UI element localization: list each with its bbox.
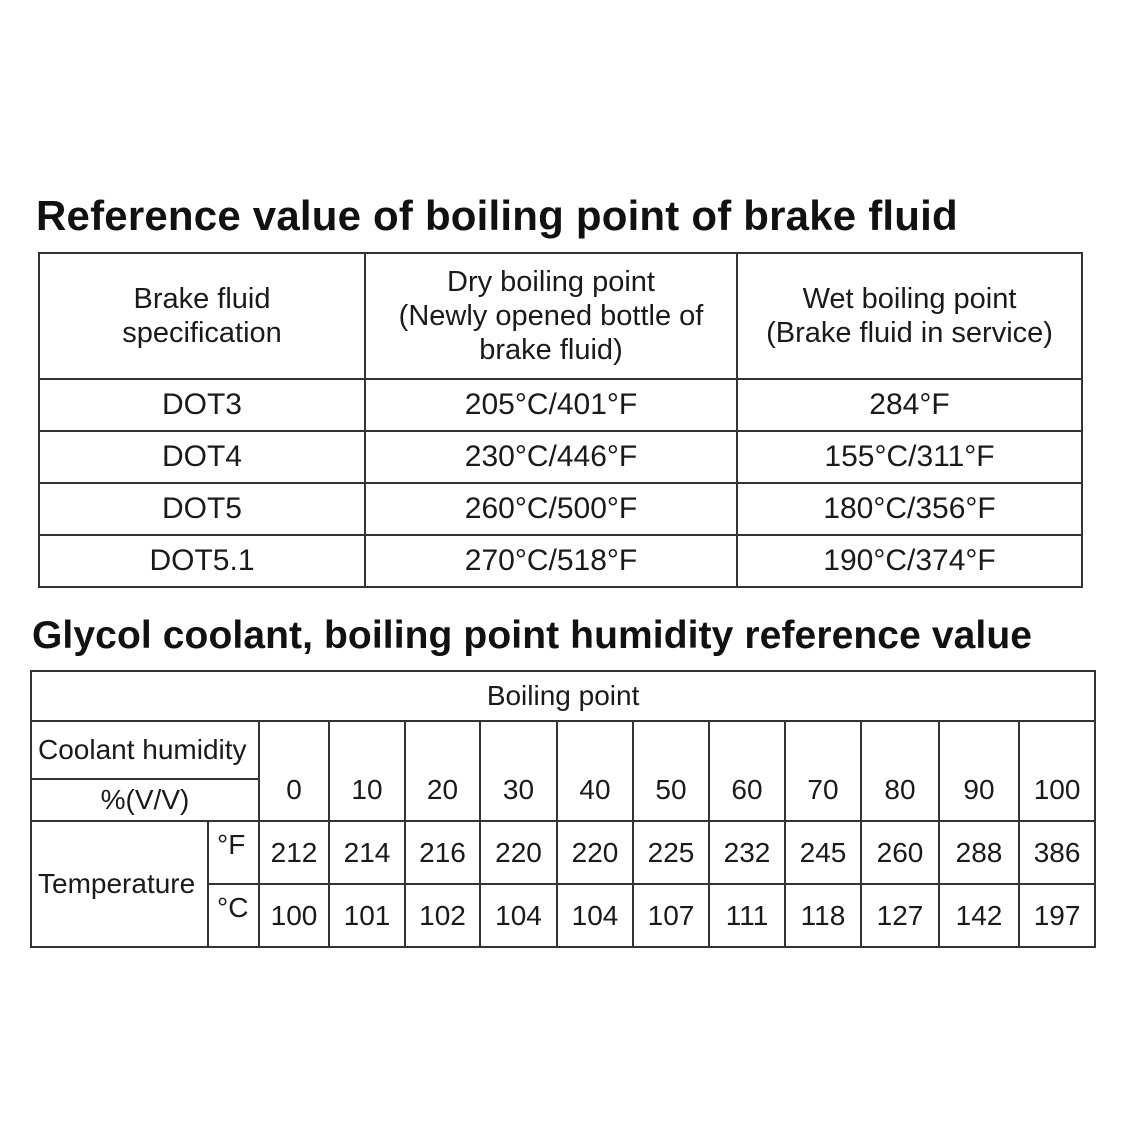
humidity-value: 70: [785, 721, 861, 821]
dry-cell: 270°C/518°F: [365, 535, 737, 587]
header-wet-boiling: Wet boiling point (Brake fluid in service): [737, 253, 1082, 379]
spec-cell: DOT3: [39, 379, 365, 431]
coolant-table: [30, 670, 1096, 948]
boiling-point-header-row: [31, 671, 1095, 721]
temperature-label: Temperature: [31, 821, 208, 947]
fahrenheit-value: 288: [939, 821, 1019, 884]
humidity-row: [31, 721, 1095, 779]
brake-fluid-title: Reference value of boiling point of brake fluid: [36, 192, 958, 239]
dry-cell: 260°C/500°F: [365, 483, 737, 535]
humidity-value: 90: [939, 721, 1019, 821]
celsius-value: 100: [259, 884, 329, 947]
celsius-value: 127: [861, 884, 939, 947]
spec-cell: DOT5: [39, 483, 365, 535]
table-row: [39, 379, 1082, 431]
brake-fluid-table: [38, 252, 1083, 588]
humidity-unit-label: %(V/V): [31, 779, 259, 821]
fahrenheit-value: 225: [633, 821, 709, 884]
fahrenheit-value: 220: [557, 821, 633, 884]
humidity-value: 10: [329, 721, 405, 821]
fahrenheit-value: 214: [329, 821, 405, 884]
humidity-value: 20: [405, 721, 480, 821]
fahrenheit-value: 220: [480, 821, 557, 884]
wet-cell: 155°C/311°F: [737, 431, 1082, 483]
humidity-value: 30: [480, 721, 557, 821]
table-row: [39, 483, 1082, 535]
header-dry-boiling: Dry boiling point (Newly opened bottle of brake fluid): [365, 253, 737, 379]
spec-cell: DOT5.1: [39, 535, 365, 587]
fahrenheit-value: 212: [259, 821, 329, 884]
celsius-value: 111: [709, 884, 785, 947]
table-row: [39, 535, 1082, 587]
fahrenheit-value: 216: [405, 821, 480, 884]
celsius-value: 197: [1019, 884, 1095, 947]
header-spec: Brake fluid specification: [39, 253, 365, 379]
fahrenheit-value: 386: [1019, 821, 1095, 884]
humidity-value: 100: [1019, 721, 1095, 821]
brake-table-header-row: [39, 253, 1082, 379]
wet-cell: 180°C/356°F: [737, 483, 1082, 535]
coolant-title: Glycol coolant, boiling point humidity reference value: [32, 614, 1033, 657]
humidity-value: 0: [259, 721, 329, 821]
table-row: [39, 431, 1082, 483]
humidity-value: 60: [709, 721, 785, 821]
celsius-value: 107: [633, 884, 709, 947]
celsius-value: 101: [329, 884, 405, 947]
fahrenheit-row: [31, 821, 1095, 884]
celsius-value: 104: [480, 884, 557, 947]
dry-cell: 230°C/446°F: [365, 431, 737, 483]
celsius-value: 102: [405, 884, 480, 947]
humidity-value: 40: [557, 721, 633, 821]
fahrenheit-value: 245: [785, 821, 861, 884]
fahrenheit-value: 260: [861, 821, 939, 884]
boiling-point-header: Boiling point: [31, 671, 1095, 721]
dry-cell: 205°C/401°F: [365, 379, 737, 431]
fahrenheit-unit: °F: [208, 821, 259, 884]
wet-cell: 190°C/374°F: [737, 535, 1082, 587]
coolant-humidity-label: Coolant humidity: [31, 721, 259, 779]
celsius-unit: °C: [208, 884, 259, 947]
humidity-value: 80: [861, 721, 939, 821]
wet-cell: 284°F: [737, 379, 1082, 431]
celsius-value: 104: [557, 884, 633, 947]
celsius-value: 142: [939, 884, 1019, 947]
humidity-value: 50: [633, 721, 709, 821]
spec-cell: DOT4: [39, 431, 365, 483]
fahrenheit-value: 232: [709, 821, 785, 884]
celsius-value: 118: [785, 884, 861, 947]
